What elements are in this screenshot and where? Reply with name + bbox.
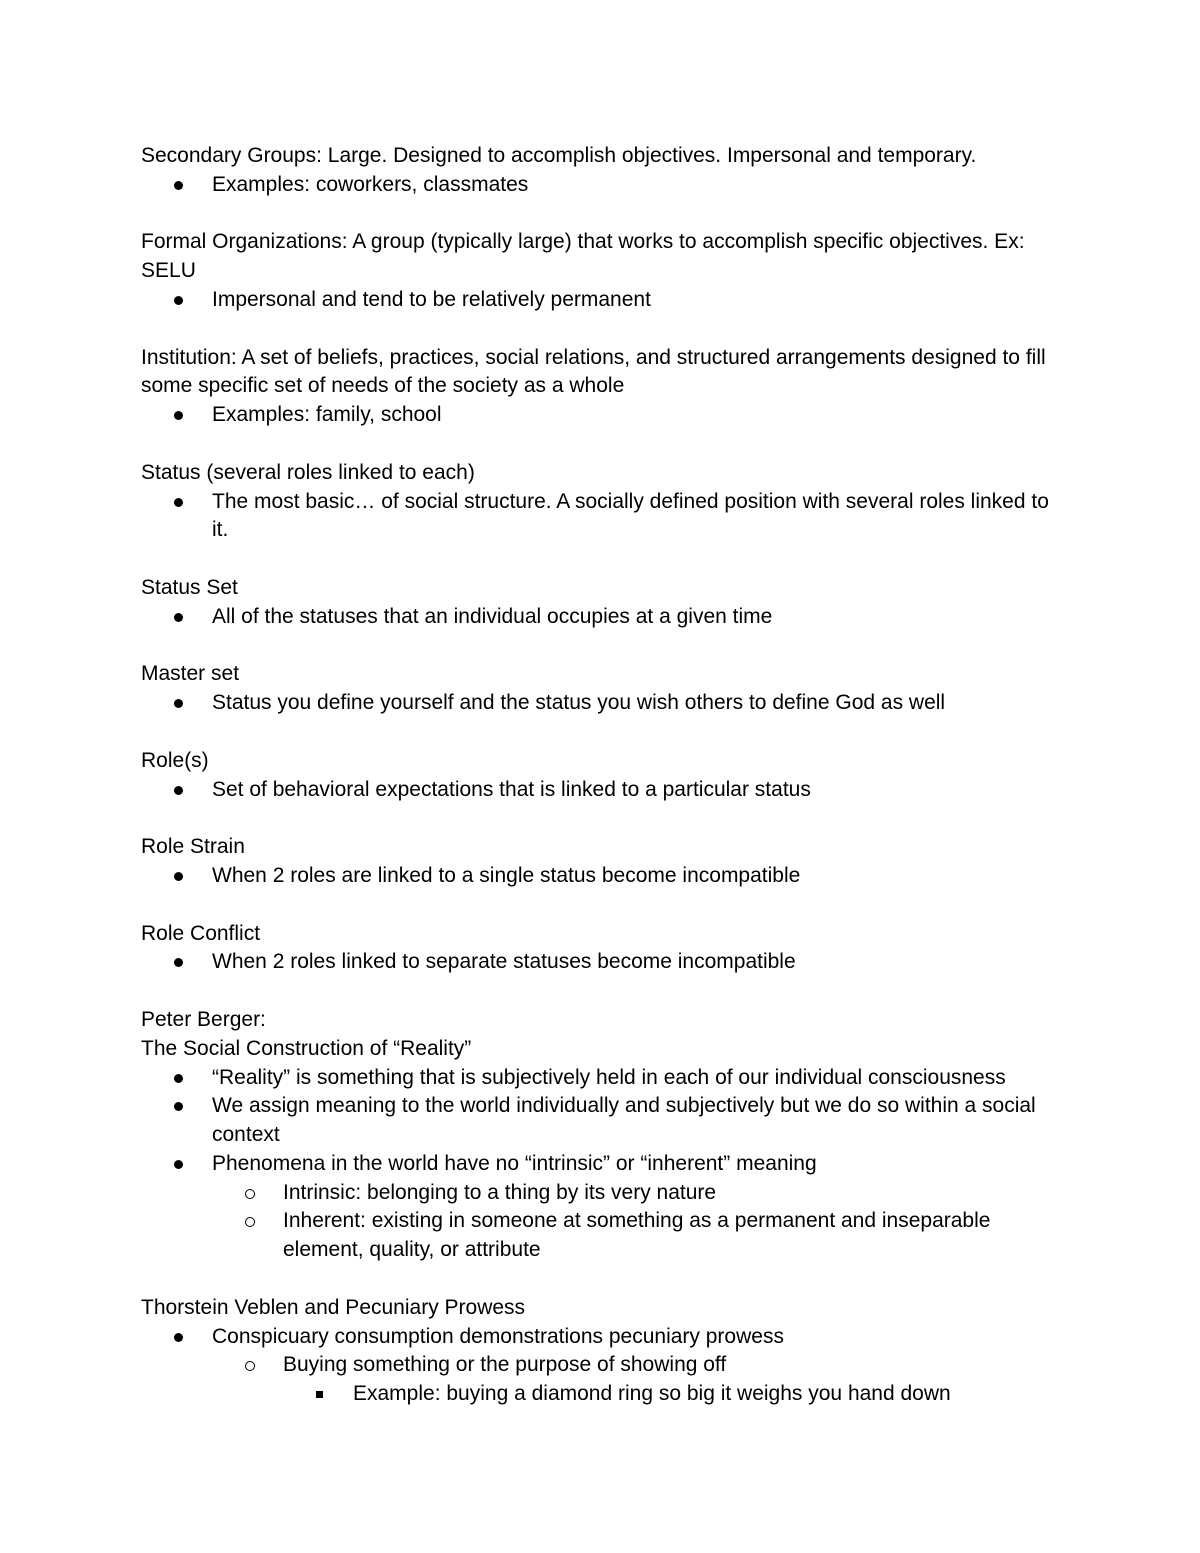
- bullet-dot-icon: [171, 862, 212, 891]
- section-heading-secondary-groups: Secondary Groups: Large. Designed to accomplish objectives. Impersonal and temporary.: [141, 144, 977, 167]
- bullet-item: Examples: family, school: [141, 401, 1061, 430]
- section-heading-role-conflict: Role Conflict: [141, 921, 261, 945]
- bullet-item: Set of behavioral expectations that is linked to a particular status: [141, 776, 1061, 805]
- section-heading-veblen: Thorstein Veblen and Pecuniary Prowess: [141, 1295, 526, 1319]
- bullet-item: Conspicuary consumption demonstrations pecuniary prowess: [141, 1323, 1061, 1352]
- sub-bullet-item: Inherent: existing in someone at something as a permanent and inseparable element, quality, or attribute: [141, 1207, 1061, 1265]
- bullet-dot-icon: [171, 603, 212, 632]
- section-heading-master-set: Master set: [141, 662, 240, 686]
- bullet-dot-icon: [171, 1064, 212, 1093]
- bullet-item: The most basic… of social structure. A socially defined position with several roles linked to it.: [141, 488, 1061, 546]
- section-heading-status: Status (several roles linked to each): [141, 460, 475, 484]
- bullet-item: Examples: coworkers, classmates: [141, 171, 1061, 200]
- bullet-circle-icon: [242, 1207, 283, 1265]
- document-page: [141, 142, 1061, 1409]
- bullet-dot-icon: [171, 286, 212, 315]
- bullet-item: We assign meaning to the world individually and subjectively but we do so within a social context: [141, 1092, 1061, 1150]
- bullet-square-icon: [312, 1380, 353, 1409]
- sub-bullet-item: Intrinsic: belonging to a thing by its very nature: [141, 1179, 1061, 1208]
- bullet-item: Status you define yourself and the status you wish others to define God as well: [141, 689, 1061, 718]
- sub-bullet-item: Buying something or the purpose of showing off: [141, 1351, 1061, 1380]
- section-heading-peter-berger: Peter Berger:: [141, 1007, 266, 1031]
- bullet-item: Impersonal and tend to be relatively permanent: [141, 286, 1061, 315]
- section-heading-roles: Role(s): [141, 748, 209, 772]
- bullet-dot-icon: [171, 401, 212, 430]
- sub-sub-bullet-item: Example: buying a diamond ring so big it weighs you hand down: [141, 1380, 1061, 1409]
- section-subheading-social-construction: The Social Construction of “Reality”: [141, 1036, 472, 1060]
- bullet-item: Phenomena in the world have no “intrinsic” or “inherent” meaning: [141, 1150, 1061, 1179]
- section-heading-status-set: Status Set: [141, 575, 238, 599]
- bullet-item: When 2 roles are linked to a single status become incompatible: [141, 862, 1061, 891]
- bullet-item: “Reality” is something that is subjectively held in each of our individual consciousness: [141, 1064, 1061, 1093]
- bullet-circle-icon: [242, 1351, 283, 1380]
- bullet-dot-icon: [171, 948, 212, 977]
- bullet-dot-icon: [171, 1092, 212, 1150]
- bullet-dot-icon: [171, 171, 212, 200]
- bullet-item: All of the statuses that an individual occupies at a given time: [141, 603, 1061, 632]
- bullet-dot-icon: [171, 488, 212, 546]
- section-heading-formal-organizations: Formal Organizations: A group (typically large) that works to accomplish specific objectives. Ex: SELU: [141, 230, 1025, 283]
- section-heading-role-strain: Role Strain: [141, 835, 245, 859]
- bullet-dot-icon: [171, 1323, 212, 1352]
- bullet-dot-icon: [171, 776, 212, 805]
- section-heading-institution: Institution: A set of beliefs, practices, social relations, and structured arrangements designed to fill some specific set of needs of the society as a whole: [141, 345, 1046, 398]
- bullet-item: When 2 roles linked to separate statuses become incompatible: [141, 948, 1061, 977]
- bullet-dot-icon: [171, 689, 212, 718]
- bullet-dot-icon: [171, 1150, 212, 1179]
- bullet-circle-icon: [242, 1179, 283, 1208]
